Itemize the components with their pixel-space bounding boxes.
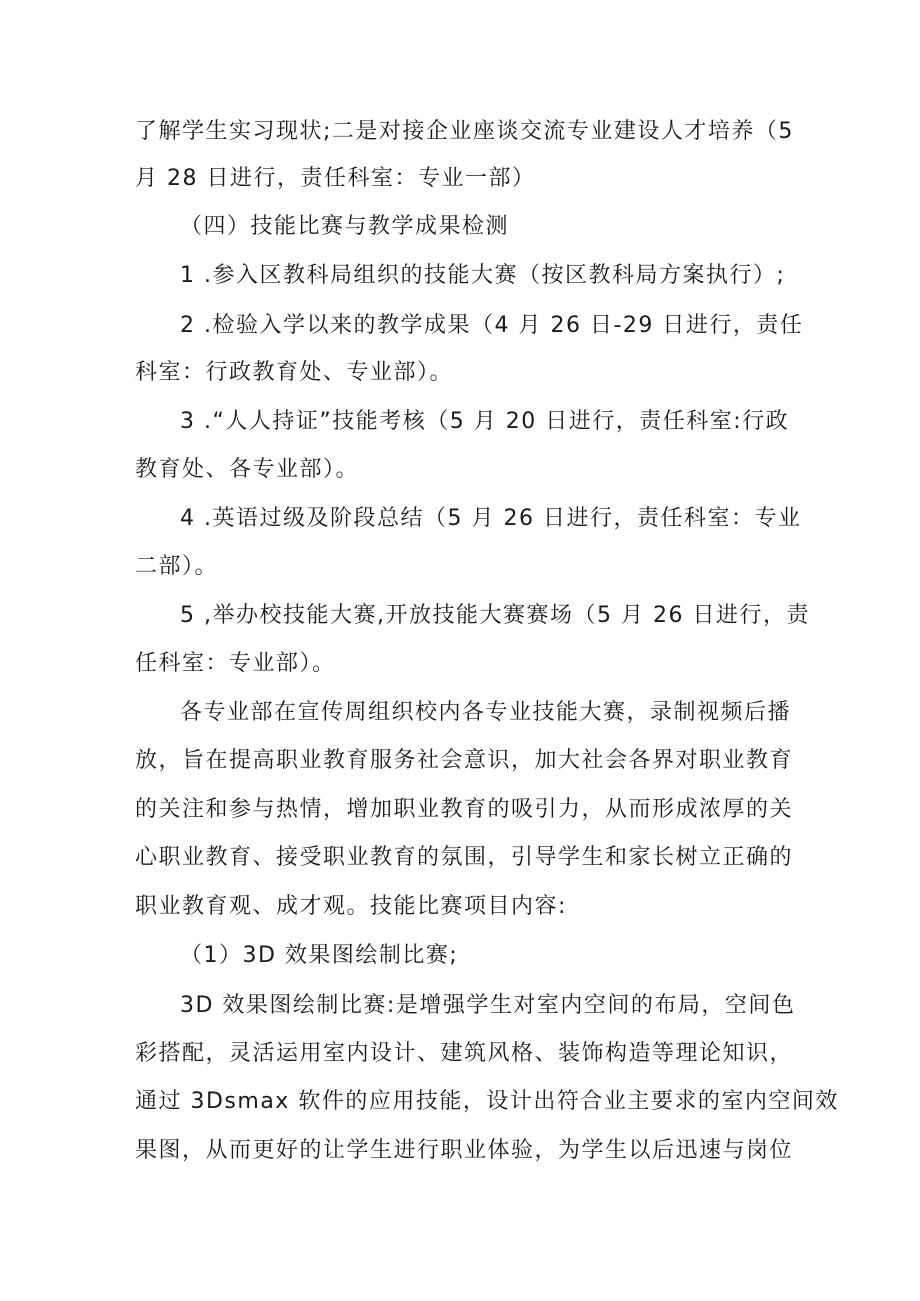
- paragraph-line: 彩搭配，灵活运用室内设计、建筑风格、装饰构造等理论知识，: [135, 1041, 794, 1066]
- subsection-heading: （1）3D 效果图绘制比赛;: [180, 943, 459, 968]
- list-item: 1 .参入区教科局组织的技能大赛（按区教科局方案执行）;: [180, 263, 786, 288]
- paragraph-line: 3D 效果图绘制比赛:是增强学生对室内空间的布局，空间色: [180, 993, 796, 1018]
- list-item: 3 .“人人持证”技能考核（5 月 20 日进行，责任科室:行政: [180, 409, 790, 434]
- list-item-continuation: 二部）。: [135, 554, 219, 579]
- list-item: 4 .英语过级及阶段总结（5 月 26 日进行，责任科室：专业: [180, 506, 802, 531]
- list-item: 2 .检验入学以来的教学成果（4 月 26 日-29 日进行，责任: [180, 313, 804, 338]
- list-item-continuation: 科室：行政教育处、专业部）。: [135, 360, 454, 385]
- paragraph-line: 各专业部在宣传周组织校内各专业技能大赛，录制视频后播: [180, 700, 792, 725]
- paragraph-line: 职业教育观、成才观。技能比赛项目内容:: [135, 894, 567, 919]
- section-heading: （四）技能比赛与教学成果检测: [180, 214, 510, 239]
- list-item-continuation: 教育处、各专业部）。: [135, 457, 360, 482]
- paragraph-line: 果图，从而更好的让学生进行职业体验，为学生以后迅速与岗位: [135, 1138, 794, 1163]
- paragraph-line: 心职业教育、接受职业教育的氛围，引导学生和家长树立正确的: [135, 845, 794, 870]
- paragraph-line: 通过 3Dsmax 软件的应用技能，设计出符合业主要求的室内空间效: [135, 1089, 839, 1114]
- paragraph-line: 月 28 日进行，责任科室：专业一部）: [135, 166, 536, 191]
- list-item-continuation: 任科室：专业部）。: [135, 651, 336, 676]
- paragraph-line: 的关注和参与热情，增加职业教育的吸引力，从而形成浓厚的关: [135, 797, 794, 822]
- paragraph-line: 了解学生实习现状;二是对接企业座谈交流专业建设人才培养（5: [135, 119, 794, 144]
- paragraph-line: 放，旨在提高职业教育服务社会意识，加大社会各界对职业教育: [135, 748, 794, 773]
- list-item: 5 ,举办校技能大赛,开放技能大赛赛场（5 月 26 日进行，责: [180, 603, 810, 628]
